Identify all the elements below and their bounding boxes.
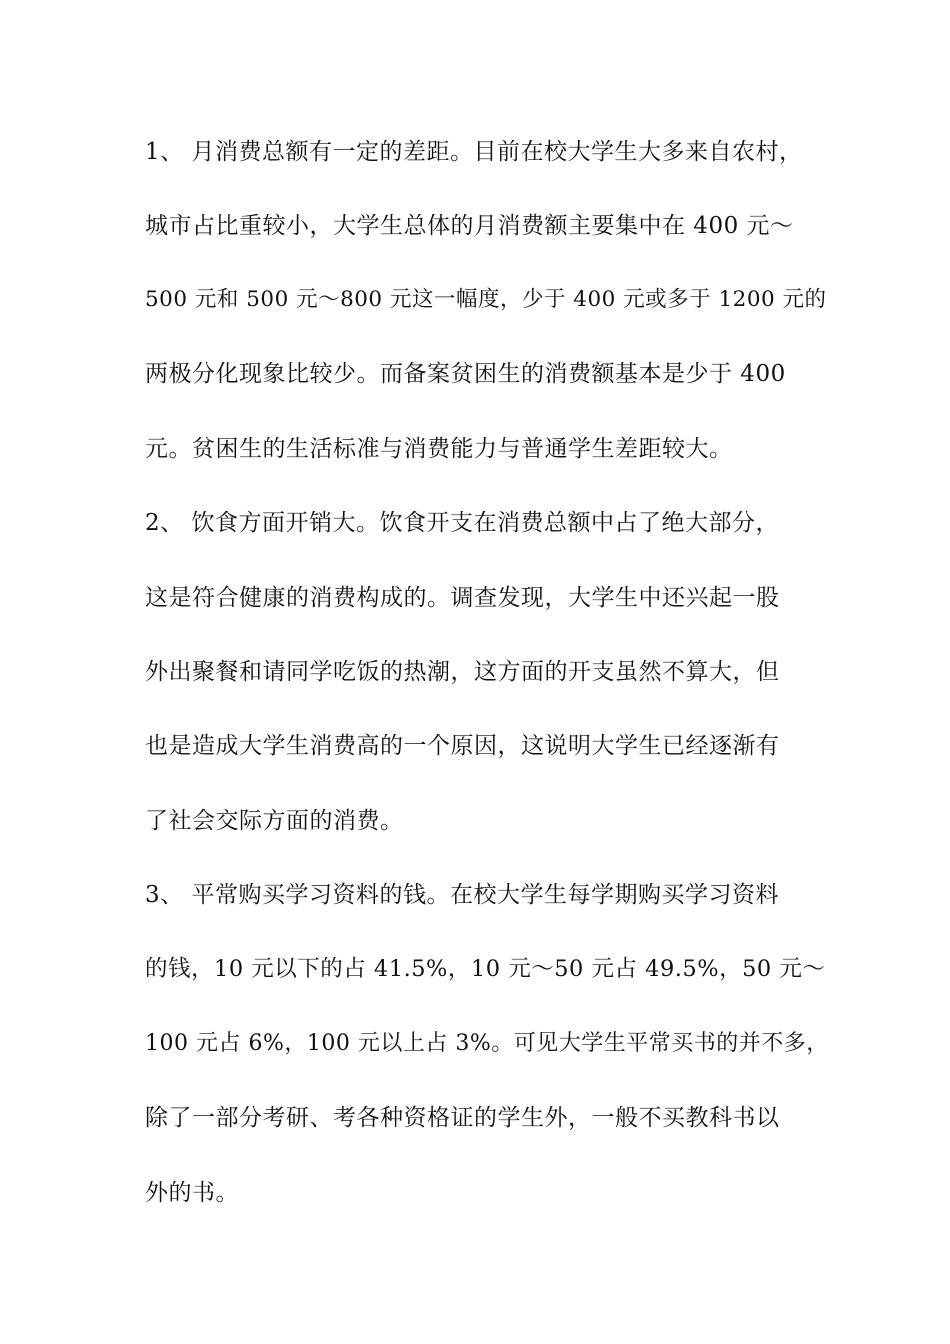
text-line: 除了一部分考研、考各种资格证的学生外，一般不买教科书以 bbox=[145, 1105, 780, 1131]
text-line: 元。贫困生的生活标准与消费能力与普通学生差距较大。 bbox=[145, 436, 733, 462]
text-line: 城市占比重较小，大学生总体的月消费额主要集中在 400 元～ bbox=[145, 213, 794, 239]
text-line: 也是造成大学生消费高的一个原因，这说明大学生已经逐渐有 bbox=[145, 733, 780, 759]
text-line: 外出聚餐和请同学吃饭的热潮，这方面的开支虽然不算大，但 bbox=[145, 659, 780, 685]
text-line: 两极分化现象比较少。而备案贫困生的消费额基本是少于 400 bbox=[145, 361, 786, 387]
text-line: 2、 饮食方面开销大。饮食开支在消费总额中占了绝大部分， bbox=[145, 510, 779, 536]
text-line: 的钱，10 元以下的占 41.5%，10 元～50 元占 49.5%，50 元～ bbox=[145, 956, 826, 982]
text-line: 3、 平常购买学习资料的钱。在校大学生每学期购买学习资料 bbox=[145, 882, 779, 908]
text-line: 外的书。 bbox=[145, 1180, 239, 1206]
text-line: 了社会交际方面的消费。 bbox=[145, 808, 404, 834]
text-line: 这是符合健康的消费构成的。调查发现，大学生中还兴起一股 bbox=[145, 585, 780, 611]
text-line: 500 元和 500 元～800 元这一幅度，少于 400 元或多于 1200 元的 bbox=[145, 287, 827, 312]
text-line: 100 元占 6%，100 元以上占 3%。可见大学生平常买书的并不多， bbox=[145, 1031, 829, 1056]
text-line: 1、 月消费总额有一定的差距。目前在校大学生大多来自农村， bbox=[145, 139, 803, 165]
